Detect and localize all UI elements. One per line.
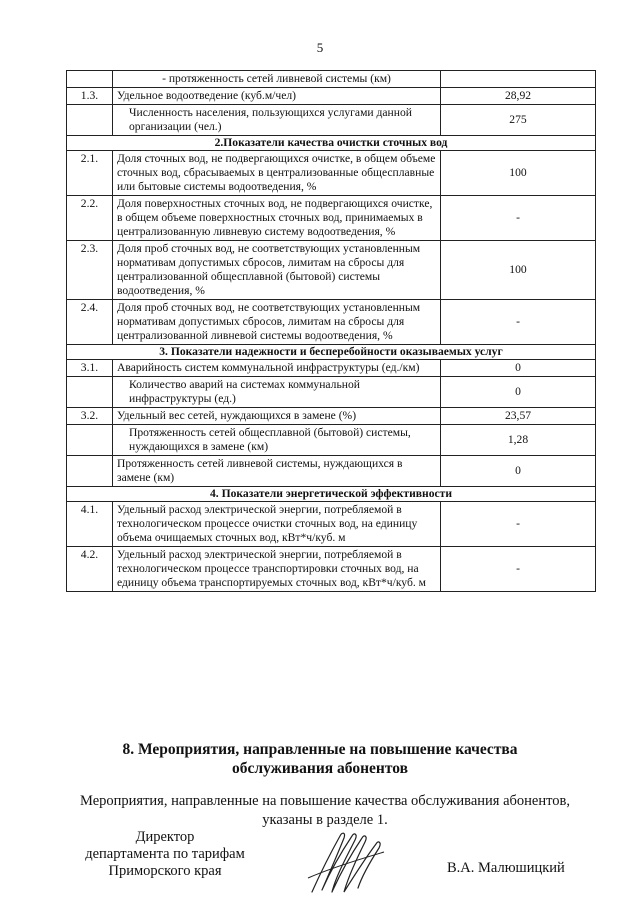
- indicator-name: Доля сточных вод, не подвергающихся очистке, в общем объеме сточных вод, сбрасываемых в централизованные общесплавные или бытовые системы водоотведения, %: [117, 152, 436, 193]
- row-number: [67, 377, 113, 408]
- indicator-name: Доля проб сточных вод, не соответствующих установленным нормативам допустимых сбросов, лимитам на сбросы для централизованной ливневой системы водоотведения, %: [117, 301, 421, 342]
- table-row: [67, 300, 596, 345]
- section-8-heading: [60, 740, 580, 778]
- indicator-value: 0: [441, 377, 596, 408]
- indicator-value: 1,28: [441, 425, 596, 456]
- indicator-name: - протяженность сетей ливневой системы (км): [162, 72, 391, 85]
- indicators-table-body: [67, 71, 596, 592]
- indicator-value: -: [441, 196, 596, 241]
- indicator-name: Доля поверхностных сточных вод, не подвергающихся очистке, в общем объеме поверхностных сточных вод, принимаемых в централизованную ливневую систему водоотведения, %: [117, 197, 433, 238]
- table-row: [67, 502, 596, 547]
- indicator-value: 100: [441, 241, 596, 300]
- table-row: [67, 408, 596, 425]
- section-8-paragraph-line-1: Мероприятия, направленные на повышение качества обслуживания абонентов,: [80, 793, 570, 809]
- signatory-title-line-2: департамента по тарифам: [85, 846, 245, 862]
- table-section-header: [67, 487, 596, 502]
- row-number: 3.2.: [67, 408, 113, 425]
- indicator-name-cell: [113, 300, 441, 345]
- indicator-name-cell: [113, 425, 441, 456]
- indicator-value: -: [441, 502, 596, 547]
- indicator-value: 0: [441, 456, 596, 487]
- indicator-value: -: [441, 547, 596, 592]
- signatory-title: [70, 829, 260, 880]
- row-number: 3.1.: [67, 360, 113, 377]
- indicator-name-cell: [113, 71, 441, 88]
- indicator-name: Протяженность сетей ливневой системы, нуждающихся в замене (км): [117, 457, 403, 484]
- row-number: [67, 456, 113, 487]
- table-row: [67, 456, 596, 487]
- indicator-value: 23,57: [441, 408, 596, 425]
- row-number: 4.1.: [67, 502, 113, 547]
- table-section-header: [67, 136, 596, 151]
- section-title: 4. Показатели энергетической эффективности: [67, 487, 596, 502]
- indicator-name-cell: [113, 241, 441, 300]
- page-number: 5: [316, 40, 324, 55]
- indicator-name: Удельное водоотведение (куб.м/чел): [117, 89, 296, 102]
- indicator-name-cell: [113, 377, 441, 408]
- indicator-name: Удельный расход электрической энергии, потребляемой в технологическом процессе очистки сточных вод, на единицу объема очищаемых сточных вод, кВт*ч/куб. м: [117, 503, 418, 544]
- section-8-heading-line-1: 8. Мероприятия, направленные на повышение качества: [122, 741, 518, 758]
- row-number: [67, 425, 113, 456]
- indicator-name-cell: [113, 105, 441, 136]
- table-row: [67, 105, 596, 136]
- indicator-value: 100: [441, 151, 596, 196]
- indicator-name: Протяженность сетей общесплавной (бытовой) системы, нуждающихся в замене (км): [129, 426, 411, 453]
- indicator-value: [441, 71, 596, 88]
- row-number: 1.3.: [67, 88, 113, 105]
- table-row: [67, 151, 596, 196]
- indicator-name-cell: [113, 360, 441, 377]
- table-section-header: [67, 345, 596, 360]
- table-row: [67, 88, 596, 105]
- indicator-value: 275: [441, 105, 596, 136]
- table-row: [67, 196, 596, 241]
- table-row: [67, 425, 596, 456]
- row-number: [67, 105, 113, 136]
- indicator-name: Аварийность систем коммунальной инфраструктуры (ед./км): [117, 361, 420, 374]
- section-title: 3. Показатели надежности и бесперебойности оказываемых услуг: [67, 345, 596, 360]
- indicator-value: 28,92: [441, 88, 596, 105]
- row-number: 2.3.: [67, 241, 113, 300]
- indicator-name-cell: [113, 88, 441, 105]
- indicator-name: Численность населения, пользующихся услугами данной организации (чел.): [129, 106, 412, 133]
- table-row: [67, 71, 596, 88]
- indicator-name-cell: [113, 408, 441, 425]
- indicator-name: Удельный расход электрической энергии, потребляемой в технологическом процессе транспортировки сточных вод, на единицу объема транспортируемых сточных вод, кВт*ч/куб. м: [117, 548, 426, 589]
- indicator-name: Удельный вес сетей, нуждающихся в замене (%): [117, 409, 357, 422]
- table-row: [67, 377, 596, 408]
- indicator-name: Доля проб сточных вод, не соответствующих установленным нормативам допустимых сбросов, лимитам на сбросы для централизованной общесплавной (бытовой) системы водоотведения, %: [117, 242, 421, 297]
- section-8-heading-line-2: обслуживания абонентов: [232, 760, 408, 777]
- indicator-value: 0: [441, 360, 596, 377]
- row-number: [67, 71, 113, 88]
- table-row: [67, 241, 596, 300]
- section-8-paragraph: [60, 792, 590, 830]
- handwritten-signature: [306, 826, 386, 898]
- indicator-name-cell: [113, 502, 441, 547]
- signatory-name: В.А. Малюшицкий: [447, 860, 565, 876]
- row-number: 2.2.: [67, 196, 113, 241]
- section-8-paragraph-line-2: указаны в разделе 1.: [262, 812, 388, 828]
- section-title: 2.Показатели качества очистки сточных вод: [67, 136, 596, 151]
- signatory-title-line-1: Директор: [135, 829, 195, 845]
- indicators-table: [66, 70, 596, 592]
- indicator-name-cell: [113, 547, 441, 592]
- table-row: [67, 547, 596, 592]
- row-number: 4.2.: [67, 547, 113, 592]
- signatory-title-line-3: Приморского края: [108, 863, 222, 879]
- indicator-value: -: [441, 300, 596, 345]
- indicator-name-cell: [113, 196, 441, 241]
- indicator-name: Количество аварий на системах коммунальной инфраструктуры (ед.): [129, 378, 360, 405]
- table-row: [67, 360, 596, 377]
- indicator-name-cell: [113, 456, 441, 487]
- row-number: 2.1.: [67, 151, 113, 196]
- indicator-name-cell: [113, 151, 441, 196]
- row-number: 2.4.: [67, 300, 113, 345]
